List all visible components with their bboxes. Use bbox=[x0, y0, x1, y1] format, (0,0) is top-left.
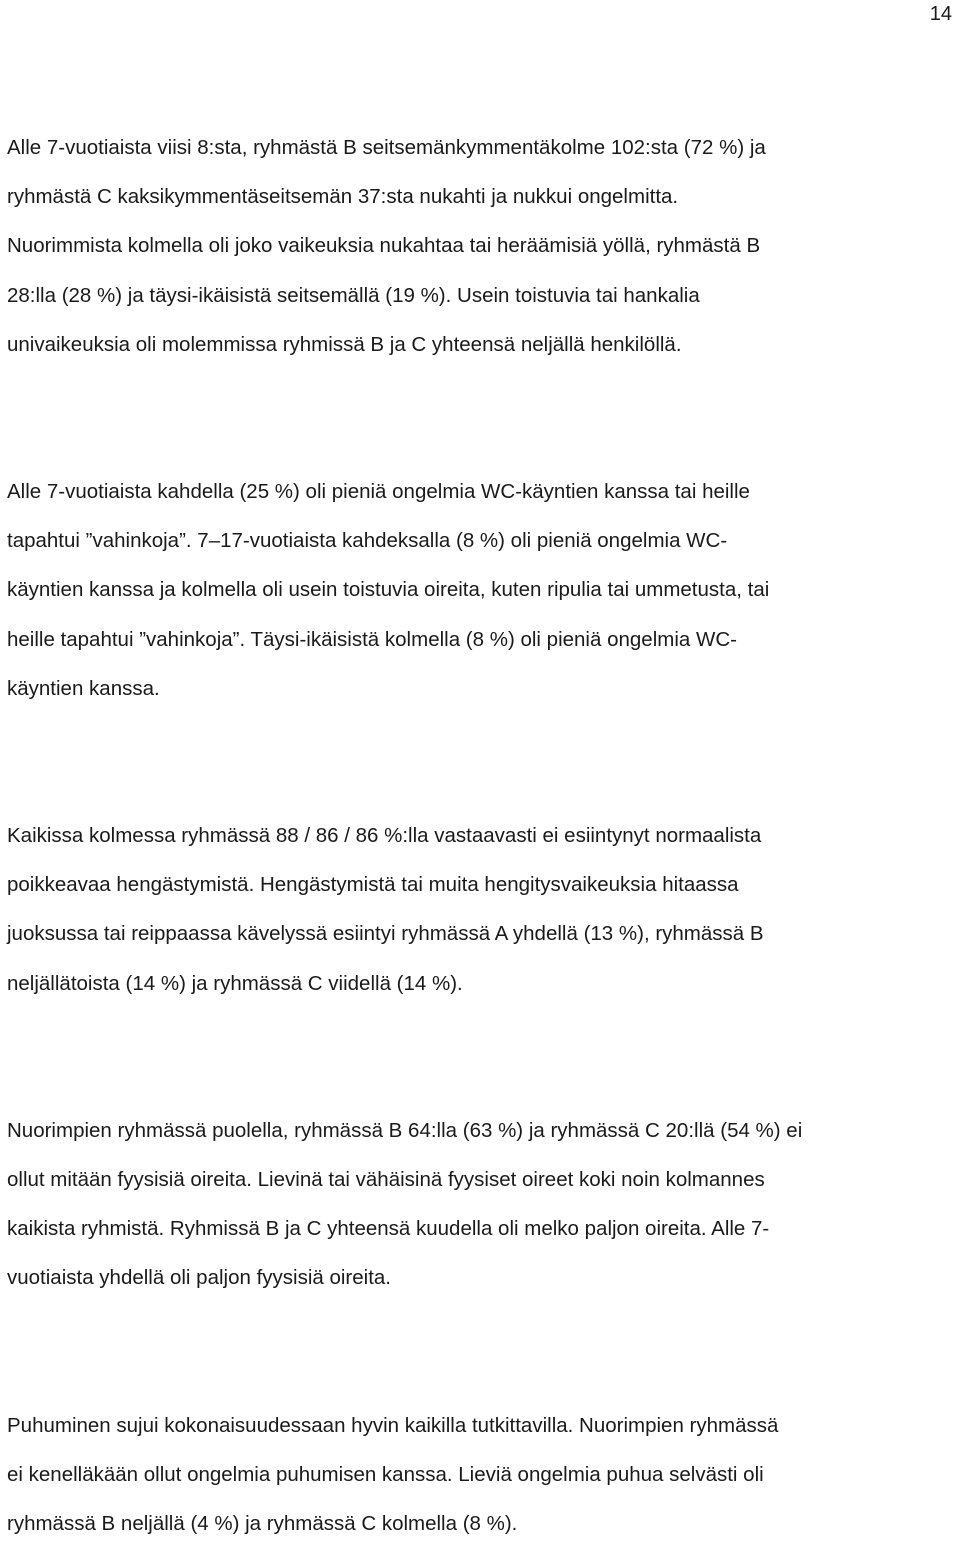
text-line: tapahtui ”vahinkoja”. 7–17-vuotiaista kahdeksalla (8 %) oli pieniä ongelmia WC- bbox=[7, 529, 728, 553]
text-line: neljällätoista (14 %) ja ryhmässä C viidellä (14 %). bbox=[7, 971, 463, 995]
text-line: ei kenelläkään ollut ongelmia puhumisen kanssa. Lieviä ongelmia puhua selvästi oli bbox=[7, 1462, 764, 1486]
text-line: käyntien kanssa. bbox=[7, 676, 160, 700]
paragraph-speech bbox=[7, 1401, 947, 1548]
text-line: poikkeavaa hengästymistä. Hengästymistä tai muita hengitysvaikeuksia hitaassa bbox=[7, 873, 739, 897]
text-line: univaikeuksia oli molemmissa ryhmissä B ja C yhteensä neljällä henkilöllä. bbox=[7, 332, 682, 356]
text-line: Nuorimpien ryhmässä puolella, ryhmässä B 64:lla (63 %) ja ryhmässä C 20:llä (54 %) ei bbox=[7, 1118, 803, 1142]
text-line: ryhmässä B neljällä (4 %) ja ryhmässä C kolmella (8 %). bbox=[7, 1512, 518, 1536]
text-line: Alle 7-vuotiaista viisi 8:sta, ryhmästä B seitsemänkymmentäkolme 102:sta (72 %) ja bbox=[7, 136, 766, 159]
paragraph-physical-symptoms bbox=[7, 1106, 947, 1303]
page-number: 14 bbox=[929, 3, 952, 25]
text-line: kaikista ryhmistä. Ryhmissä B ja C yhteensä kuudella oli melko paljon oireita. Alle 7- bbox=[7, 1217, 770, 1241]
text-line: ryhmästä C kaksikymmentäseitsemän 37:sta nukahti ja nukkui ongelmitta. bbox=[7, 185, 679, 209]
paragraph-breathing bbox=[7, 811, 947, 1008]
text-line: käyntien kanssa ja kolmella oli usein toistuvia oireita, kuten ripulia tai ummetusta, tai bbox=[7, 578, 770, 602]
paragraph-sleep bbox=[7, 123, 947, 369]
text-line: heille tapahtui ”vahinkoja”. Täysi-ikäisistä kolmella (8 %) oli pieniä ongelmia WC- bbox=[7, 627, 737, 651]
text-line: ollut mitään fyysisiä oireita. Lievinä tai vähäisinä fyysiset oireet koki noin kolmannes bbox=[7, 1168, 765, 1192]
document-body bbox=[7, 123, 947, 1548]
text-line: Alle 7-vuotiaista kahdella (25 %) oli pieniä ongelmia WC-käyntien kanssa tai heille bbox=[7, 480, 750, 504]
text-line: Kaikissa kolmessa ryhmässä 88 / 86 / 86 %:lla vastaavasti ei esiintynyt normaalista bbox=[7, 824, 762, 848]
text-line: juoksussa tai reippaassa kävelyssä esiintyi ryhmässä A yhdellä (13 %), ryhmässä B bbox=[7, 922, 764, 946]
text-line: Puhuminen sujui kokonaisuudessaan hyvin kaikilla tutkittavilla. Nuorimpien ryhmässä bbox=[7, 1413, 779, 1437]
text-line: Nuorimmista kolmella oli joko vaikeuksia nukahtaa tai heräämisiä yöllä, ryhmästä B bbox=[7, 234, 761, 258]
text-line: vuotiaista yhdellä oli paljon fyysisiä oireita. bbox=[7, 1266, 392, 1290]
paragraph-toilet bbox=[7, 467, 947, 713]
text-line: 28:lla (28 %) ja täysi-ikäisistä seitsemällä (19 %). Usein toistuvia tai hankalia bbox=[7, 283, 700, 307]
